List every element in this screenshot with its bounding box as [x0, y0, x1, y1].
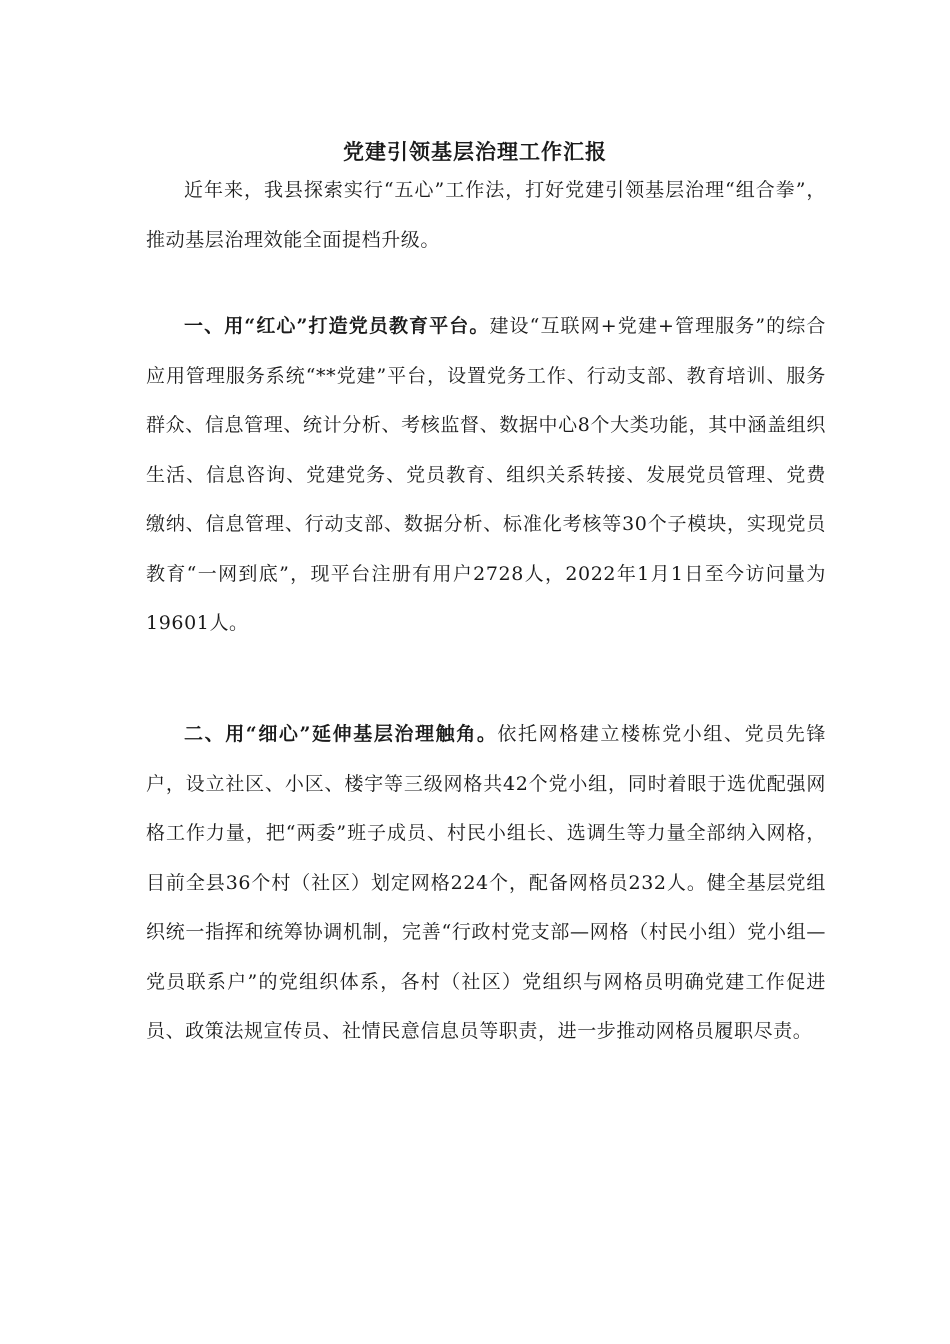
document-title: 党建引领基层治理工作汇报 — [343, 139, 607, 164]
section-paragraph-2 — [146, 710, 826, 1057]
section-heading-1: 一、用“红心”打造党员教育平台。 — [184, 315, 490, 337]
section-body-1: 建设“互联网+党建+管理服务”的综合应用管理服务系统“**党建”平台，设置党务工作、行动支部、教育培训、服务群众、信息管理、统计分析、考核监督、数据中心8个大类功能，其中涵盖组织生活、信息咨询、党建党务、党员教育、组织关系转接、发展党员管理、党费缴纳、信息管理、行动支部、数据分析、标准化考核等30个子模块，实现党员教育“一网到底”，现平台注册有用户2728人，2022年1月1日至今访问量为19601人。 — [146, 315, 826, 634]
section-paragraph-1 — [146, 302, 826, 649]
intro-paragraph: 近年来，我县探索实行“五心”工作法，打好党建引领基层治理“组合拳”，推动基层治理效能全面提档升级。 — [146, 179, 826, 251]
section-heading-2: 二、用“细心”延伸基层治理触角。 — [184, 723, 498, 745]
section-body-2: 依托网格建立楼栋党小组、党员先锋户，设立社区、小区、楼宇等三级网格共42个党小组，同时着眼于选优配强网格工作力量，把“两委”班子成员、村民小组长、选调生等力量全部纳入网格，目前全县36个村（社区）划定网格224个，配备网格员232人。健全基层党组织统一指挥和统筹协调机制，完善“行政村党支部—网格（村民小组）党小组—党员联系户”的党组织体系，各村（社区）党组织与网格员明确党建工作促进员、政策法规宣传员、社情民意信息员等职责，进一步推动网格员履职尽责。 — [146, 723, 826, 1042]
